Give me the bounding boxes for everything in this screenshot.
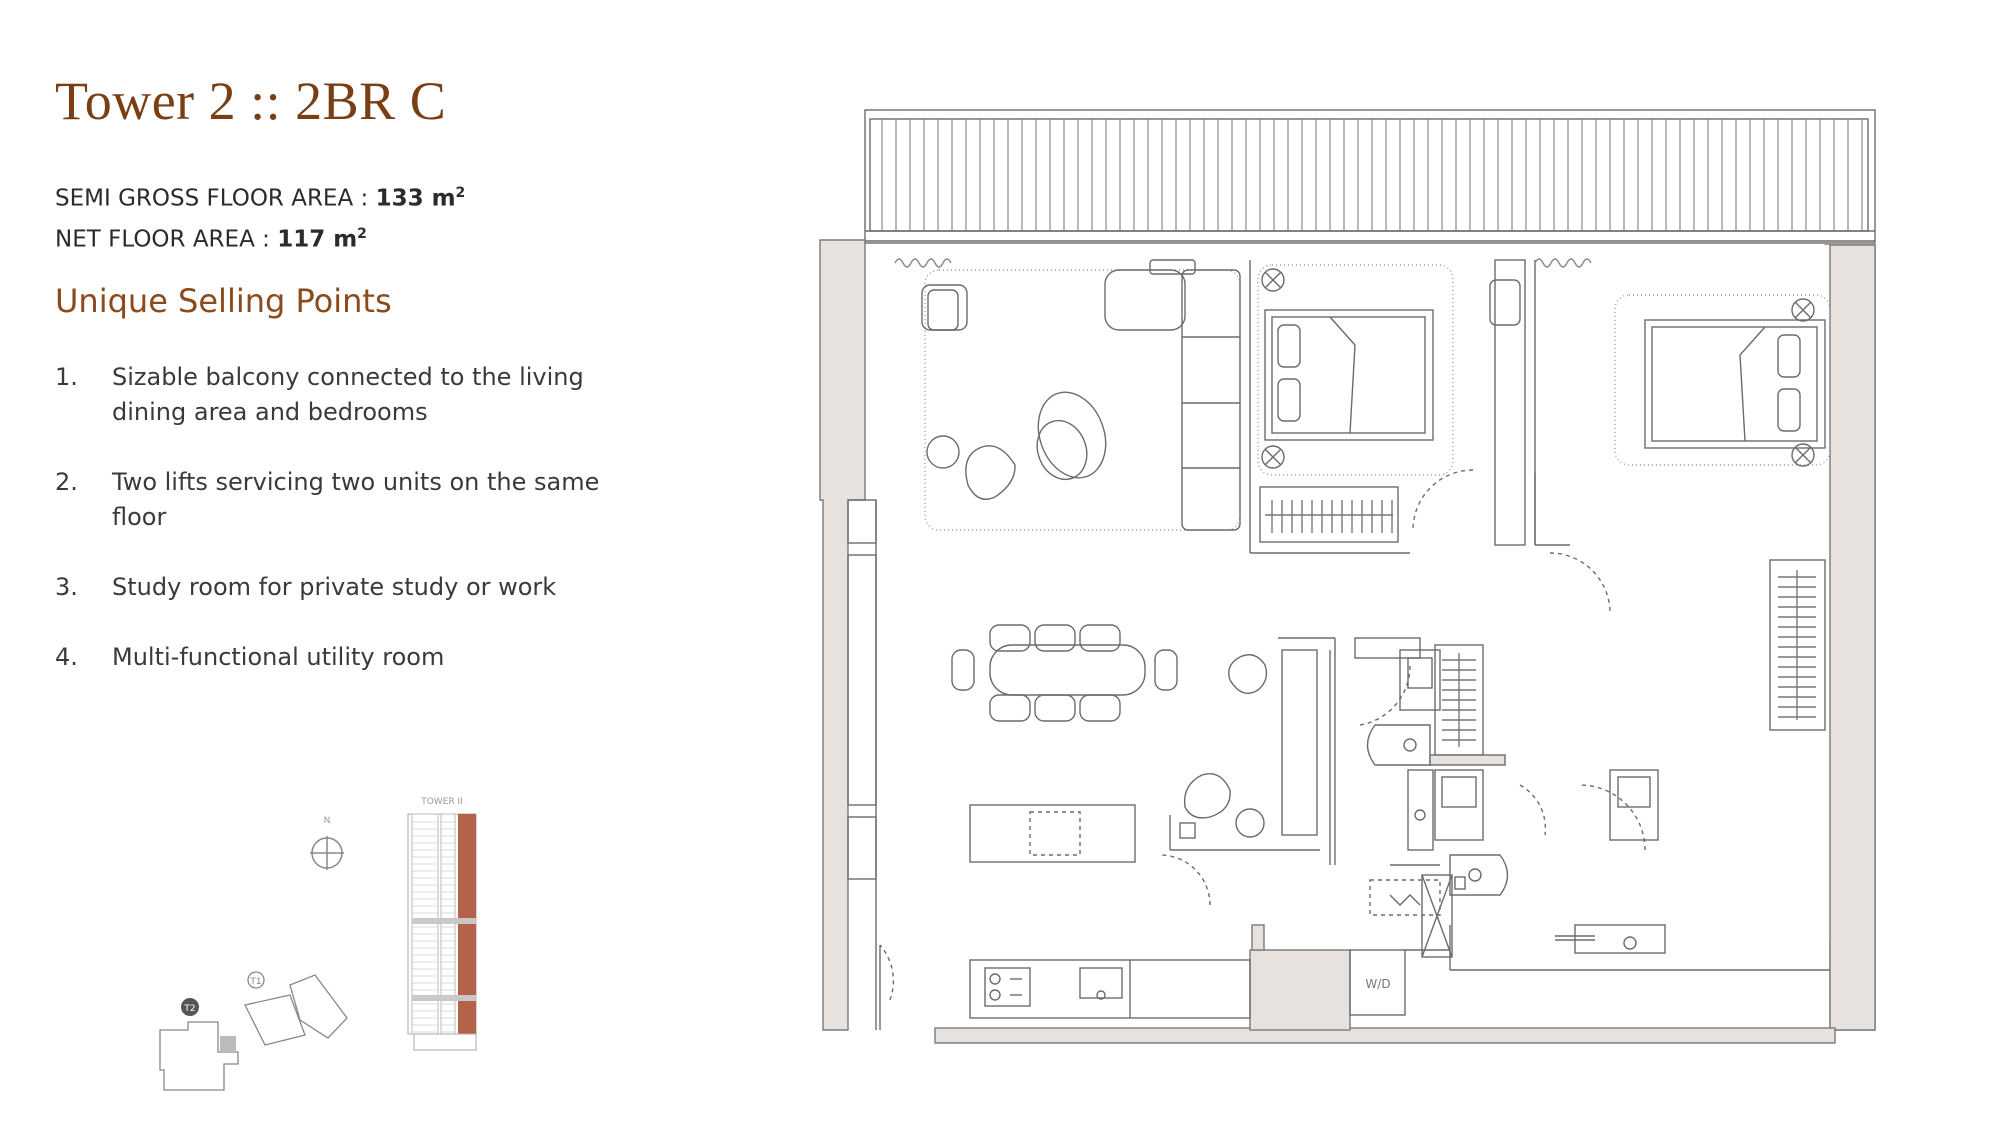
list-item-text: Multi-functional utility room xyxy=(112,643,445,671)
list-item-text: Two lifts servicing two units on the same floor xyxy=(112,468,600,531)
wd-label: W/D xyxy=(1365,977,1391,991)
page-title: Tower 2 :: 2BR C xyxy=(55,71,447,131)
dining-chair xyxy=(990,625,1030,651)
list-item xyxy=(55,570,615,605)
t1-label: T1 xyxy=(250,977,262,987)
dining-chair xyxy=(1080,625,1120,651)
dining-chair xyxy=(990,695,1030,721)
list-item xyxy=(55,360,615,430)
net-unit-sup: 2 xyxy=(357,225,367,242)
dining-area xyxy=(952,625,1177,862)
north-label: N xyxy=(323,816,331,826)
exterior-walls xyxy=(820,240,1875,1043)
semi-gross-unit-sup: 2 xyxy=(455,185,466,201)
list-item-number: 3. xyxy=(55,573,78,601)
dining-chair xyxy=(952,650,974,690)
dining-chair xyxy=(1035,695,1075,721)
left-window xyxy=(848,500,876,1030)
semi-gross-label: SEMI GROSS FLOOR AREA : xyxy=(55,185,376,212)
bathrooms xyxy=(1180,638,1830,970)
dining-chair xyxy=(1080,695,1120,721)
compass-icon xyxy=(310,836,344,870)
list-item-number: 4. xyxy=(55,643,78,671)
usp-heading: Unique Selling Points xyxy=(55,282,392,320)
floor-plan xyxy=(810,105,1890,1050)
usp-list xyxy=(55,360,615,710)
list-item-number: 1. xyxy=(55,363,78,391)
key-plan xyxy=(140,790,500,1100)
net-label: NET FLOOR AREA : xyxy=(55,226,278,253)
living-area xyxy=(895,259,1240,530)
balcony xyxy=(865,110,1875,243)
site-plan xyxy=(160,972,347,1090)
semi-gross-value: 133 m xyxy=(375,185,456,212)
net-value: 117 m xyxy=(277,226,358,253)
tower-label: TOWER II xyxy=(421,797,463,807)
list-item xyxy=(55,640,615,675)
floor-area-summary xyxy=(55,176,465,257)
study-area xyxy=(1413,260,1610,613)
bedroom-1 xyxy=(1250,260,1453,553)
list-item-text: Study room for private study or work xyxy=(112,573,557,601)
list-item-number: 2. xyxy=(55,468,78,496)
dining-chair xyxy=(1155,650,1177,690)
kitchen xyxy=(880,855,1250,1030)
dining-chair xyxy=(1035,625,1075,651)
list-item-text: Sizable balcony connected to the living dining area and bedrooms xyxy=(112,363,584,426)
semi-gross-area xyxy=(55,176,465,217)
net-area xyxy=(55,217,465,258)
t2-label: T2 xyxy=(184,1004,196,1014)
tower-elevation xyxy=(408,814,476,1050)
list-item xyxy=(55,465,615,535)
